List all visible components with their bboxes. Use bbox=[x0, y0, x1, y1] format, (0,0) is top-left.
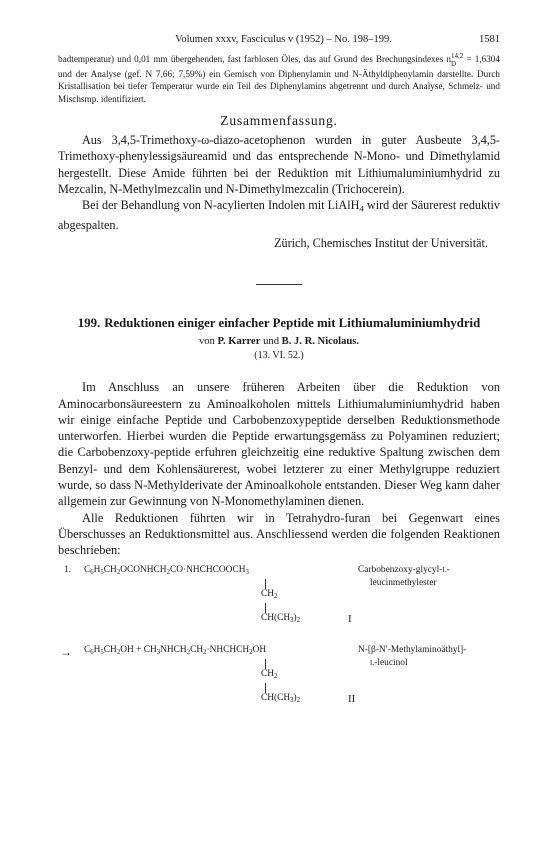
reaction-scheme bbox=[58, 565, 500, 737]
continuation-text-2: = 1,6304 und der Analyse (gef. N 7,66; 7,59%) ein Gemisch von Diphenylamin und N-Äthyldiphenylamin darstellte. Durch Kristallisation bei tiefer Temperatur wurde ein Teil des Diphenylamins abgetrennt und durch Analyse, Schmelz- und Mischsmp. identifiziert. bbox=[58, 54, 500, 104]
reaction-1-label: 1. bbox=[64, 564, 72, 575]
reaction-1-bond-1 bbox=[265, 579, 266, 589]
article-authors: von P. Karrer und B. J. R. Nicolaus. bbox=[198, 336, 360, 348]
compound-2-name-line-2: l-leucinol bbox=[370, 657, 408, 668]
page-number: 1581 bbox=[479, 34, 500, 45]
previous-article-continuation bbox=[58, 52, 500, 105]
institution-line: Zürich, Chemisches Institut der Universität. bbox=[274, 236, 488, 251]
running-header bbox=[58, 34, 500, 50]
reaction-2-branch-isopropyl: $CH(CH_3)_2$ bbox=[261, 692, 301, 704]
journal-page bbox=[58, 34, 500, 737]
reaction-1-bond-2 bbox=[265, 603, 266, 613]
body-paragraph-1: Im Anschluss an unsere früheren Arbeiten über die Reduktion von Aminocarbonsäureestern zu Aminoalkoholen mittels Lithiumaluminiumhydrid haben wir einige einfache Peptide und Carbobenzoxypeptide derselben Reduktionsmethode unterworfen. Hierbei wurden die Peptide erwartungsgemäss zu Polyaminen reduziert; die Carbobenzoxy-peptide erfuhren gleichzeitig eine reduktive Spaltung zwischen dem Benzyl- und dem Kohlensäurerest, wobei letzterer zu einer Methylgruppe reduziert wurde, so dass N-Methylderivate der Aminoalkohole entstanden. Dieser Weg kann daher allgemein zur Gewinnung von N-Monomethylaminen dienen. bbox=[58, 380, 500, 509]
summary-section bbox=[58, 132, 500, 251]
reaction-arrow: → bbox=[60, 644, 72, 659]
article-title bbox=[58, 315, 500, 331]
article-date: (13. VI. 52.) bbox=[254, 350, 304, 362]
compound-numeral-1: I bbox=[348, 612, 352, 625]
author-1: P. Karrer bbox=[217, 336, 261, 348]
compound-numeral-2: II bbox=[348, 692, 356, 705]
compound-1-name-line-2: leucinmethylester bbox=[370, 577, 437, 588]
compound-1-name-line-1: Carbobenzoxy-glycyl-l- bbox=[358, 564, 450, 575]
reaction-2-bond-2 bbox=[265, 683, 266, 693]
article-title-text: Reduktionen einiger einfacher Peptide mit Lithiumaluminiumhydrid bbox=[104, 316, 481, 331]
compound-2-name-line-1: N-[β-N′-Methylaminoäthyl]- bbox=[358, 644, 467, 655]
reaction-2-formula: $C_6H_5CH_2OH$ + $CH_3NHCH_2CH_2\cdot NHCHCH_2OH$ bbox=[84, 644, 267, 656]
reaction-2-bond-1 bbox=[265, 659, 266, 669]
refraction-line: D bbox=[451, 60, 457, 68]
summary-heading: Zusammenfassung. bbox=[220, 113, 338, 129]
reaction-2-branch-ch2: $CH_2$ bbox=[261, 668, 278, 680]
reaction-1-formula: $C_6H_5CH_2OCONHCH_2CO\cdot NHCHCOOCH_3$ bbox=[84, 564, 249, 576]
summary-paragraph-2: Bei der Behandlung von N-acylierten Indolen mit LiAlH$_4$ wird der Säurerest reduktiv abgespalten. bbox=[58, 198, 500, 232]
summary-paragraph-1: Aus 3,4,5-Trimethoxy-ω-diazo-acetophenon wurden in guter Ausbeute 3,4,5-Trimethoxy-phenylessigsäureamid und das entsprechende N-Mono- und Dimethylamid hergestellt. Diese Amide führten bei der Reduktion mit Lithiumaluminiumhydrid zu Mezcalin, N-Methylmezcalin und N-Dimethylmezcalin (Trichocerein). bbox=[58, 133, 500, 196]
section-divider bbox=[256, 284, 302, 285]
article-body bbox=[58, 379, 500, 558]
author-2: B. J. R. Nicolaus. bbox=[281, 336, 360, 348]
refraction-temperature: 14,2 bbox=[451, 52, 464, 60]
article-number: 199. bbox=[77, 316, 101, 331]
body-paragraph-2: Alle Reduktionen führten wir in Tetrahydro-furan bei Gegenwart eines Überschusses an Reduktionsmittel aus. Anschliessend werden die folgenden Reaktionen beschrieben: bbox=[58, 510, 500, 558]
continuation-text-1: badtemperatur) und 0,01 mm übergehenden, fast farblosen Öles, das auf Grund des Brechungsindexes n bbox=[58, 54, 452, 65]
reaction-1-branch-isopropyl: $CH(CH_3)_2$ bbox=[261, 612, 301, 624]
reaction-1-branch-ch2: $CH_2$ bbox=[261, 588, 278, 600]
journal-citation: Volumen xxxv, Fasciculus v (1952) – No. 198–199. bbox=[175, 34, 392, 45]
